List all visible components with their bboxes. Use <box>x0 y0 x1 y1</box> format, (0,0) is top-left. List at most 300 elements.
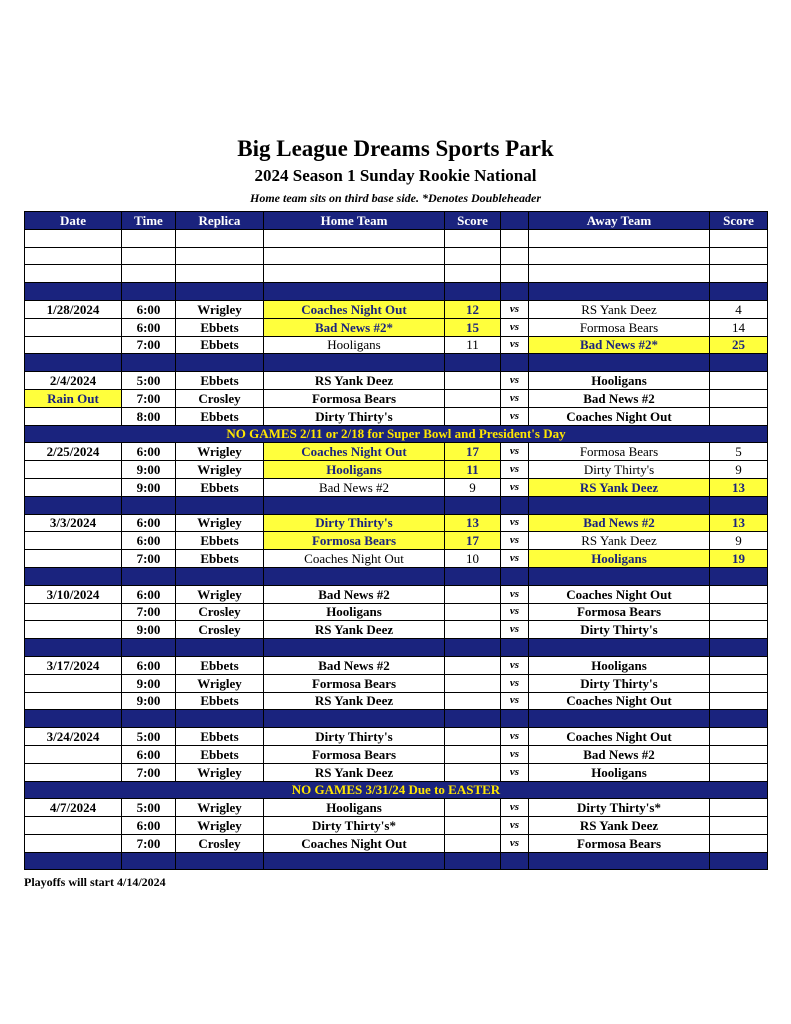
col-home-score: Score <box>445 212 501 230</box>
home-team-cell: Hooligans <box>264 603 445 621</box>
game-row <box>25 834 768 852</box>
empty-cell <box>501 265 529 283</box>
home-score-cell <box>445 674 501 692</box>
time-cell: 6:00 <box>122 745 176 763</box>
time-cell: 7:00 <box>122 603 176 621</box>
away-score-cell <box>710 763 768 781</box>
spacer-cell <box>176 710 264 728</box>
date-cell: 3/10/2024 <box>25 585 122 603</box>
vs-cell: vs <box>501 318 529 336</box>
away-team-cell: RS Yank Deez <box>529 478 710 496</box>
home-team-cell: Coaches Night Out <box>264 300 445 318</box>
schedule-table <box>24 211 768 870</box>
away-score-cell: 25 <box>710 336 768 354</box>
away-team-cell: Coaches Night Out <box>529 728 710 746</box>
vs-cell: vs <box>501 674 529 692</box>
date-cell <box>25 478 122 496</box>
home-team-cell: Coaches Night Out <box>264 834 445 852</box>
header-note: Home team sits on third base side. *Denotes Doubleheader <box>250 191 541 205</box>
empty-cell <box>264 229 445 247</box>
home-team-cell: RS Yank Deez <box>264 692 445 710</box>
vs-cell: vs <box>501 621 529 639</box>
away-team-cell: Dirty Thirty's <box>529 461 710 479</box>
away-score-cell: 19 <box>710 550 768 568</box>
game-row <box>25 389 768 407</box>
empty-cell <box>710 247 768 265</box>
home-team-cell: Formosa Bears <box>264 745 445 763</box>
spacer-cell <box>176 567 264 585</box>
empty-cell <box>445 265 501 283</box>
spacer-cell <box>122 567 176 585</box>
empty-cell <box>445 229 501 247</box>
replica-cell: Wrigley <box>176 443 264 461</box>
away-score-cell <box>710 656 768 674</box>
away-score-cell: 4 <box>710 300 768 318</box>
home-team-cell: RS Yank Deez <box>264 621 445 639</box>
page-subtitle: 2024 Season 1 Sunday Rookie National <box>254 166 537 185</box>
header-row <box>25 212 768 230</box>
time-cell: 6:00 <box>122 300 176 318</box>
home-team-cell: Formosa Bears <box>264 532 445 550</box>
spacer-cell <box>710 283 768 301</box>
empty-cell <box>529 229 710 247</box>
schedule-body <box>25 229 768 870</box>
vs-cell: vs <box>501 817 529 835</box>
spacer-cell <box>25 283 122 301</box>
date-cell: 4/7/2024 <box>25 799 122 817</box>
empty-cell <box>710 229 768 247</box>
replica-cell: Ebbets <box>176 692 264 710</box>
vs-cell: vs <box>501 389 529 407</box>
away-team-cell: Hooligans <box>529 656 710 674</box>
spacer-cell <box>445 567 501 585</box>
game-row <box>25 461 768 479</box>
home-score-cell <box>445 585 501 603</box>
home-team-cell: Hooligans <box>264 799 445 817</box>
away-team-cell: Formosa Bears <box>529 834 710 852</box>
vs-cell: vs <box>501 443 529 461</box>
spacer-row <box>25 283 768 301</box>
col-home-team: Home Team <box>264 212 445 230</box>
game-row <box>25 817 768 835</box>
vs-cell: vs <box>501 514 529 532</box>
away-team-cell: Dirty Thirty's <box>529 621 710 639</box>
away-team-cell: Formosa Bears <box>529 443 710 461</box>
empty-cell <box>176 229 264 247</box>
date-cell <box>25 336 122 354</box>
game-row <box>25 300 768 318</box>
home-score-cell: 12 <box>445 300 501 318</box>
empty-cell <box>25 247 122 265</box>
vs-cell: vs <box>501 478 529 496</box>
spacer-cell <box>264 639 445 657</box>
spacer-cell <box>264 852 445 870</box>
empty-cell <box>529 265 710 283</box>
vs-cell: vs <box>501 763 529 781</box>
empty-row <box>25 247 768 265</box>
spacer-cell <box>710 852 768 870</box>
spacer-cell <box>501 710 529 728</box>
vs-cell: vs <box>501 656 529 674</box>
replica-cell: Ebbets <box>176 745 264 763</box>
empty-cell <box>122 247 176 265</box>
home-score-cell: 13 <box>445 514 501 532</box>
home-score-cell: 17 <box>445 532 501 550</box>
replica-cell: Wrigley <box>176 763 264 781</box>
date-cell <box>25 692 122 710</box>
away-score-cell: 9 <box>710 532 768 550</box>
away-team-cell: Coaches Night Out <box>529 407 710 425</box>
away-score-cell <box>710 692 768 710</box>
replica-cell: Wrigley <box>176 799 264 817</box>
home-team-cell: Formosa Bears <box>264 389 445 407</box>
spacer-row <box>25 496 768 514</box>
empty-cell <box>176 247 264 265</box>
col-away-team: Away Team <box>529 212 710 230</box>
home-score-cell <box>445 728 501 746</box>
vs-cell: vs <box>501 603 529 621</box>
col-vs <box>501 212 529 230</box>
notice-text: NO GAMES 2/11 or 2/18 for Super Bowl and President's Day <box>25 425 768 443</box>
away-team-cell: Bad News #2 <box>529 389 710 407</box>
empty-cell <box>122 229 176 247</box>
away-score-cell <box>710 834 768 852</box>
away-score-cell <box>710 389 768 407</box>
replica-cell: Ebbets <box>176 478 264 496</box>
time-cell: 5:00 <box>122 728 176 746</box>
game-row <box>25 372 768 390</box>
game-row <box>25 550 768 568</box>
vs-cell: vs <box>501 834 529 852</box>
game-row <box>25 478 768 496</box>
spacer-cell <box>501 283 529 301</box>
away-team-cell: Dirty Thirty's <box>529 674 710 692</box>
vs-cell: vs <box>501 550 529 568</box>
time-cell: 9:00 <box>122 692 176 710</box>
away-score-cell <box>710 728 768 746</box>
empty-cell <box>264 265 445 283</box>
away-score-cell: 13 <box>710 514 768 532</box>
vs-cell: vs <box>501 336 529 354</box>
replica-cell: Wrigley <box>176 585 264 603</box>
game-row <box>25 621 768 639</box>
date-cell: 1/28/2024 <box>25 300 122 318</box>
away-team-cell: Formosa Bears <box>529 603 710 621</box>
away-team-cell: Bad News #2* <box>529 336 710 354</box>
spacer-cell <box>445 710 501 728</box>
date-cell <box>25 745 122 763</box>
col-replica: Replica <box>176 212 264 230</box>
away-team-cell: Bad News #2 <box>529 514 710 532</box>
replica-cell: Wrigley <box>176 817 264 835</box>
spacer-cell <box>529 496 710 514</box>
game-row <box>25 692 768 710</box>
replica-cell: Ebbets <box>176 728 264 746</box>
game-row <box>25 532 768 550</box>
time-cell: 6:00 <box>122 318 176 336</box>
spacer-cell <box>264 283 445 301</box>
home-score-cell: 17 <box>445 443 501 461</box>
spacer-cell <box>176 496 264 514</box>
spacer-cell <box>25 567 122 585</box>
vs-cell: vs <box>501 300 529 318</box>
date-cell <box>25 834 122 852</box>
spacer-cell <box>445 852 501 870</box>
spacer-cell <box>176 283 264 301</box>
replica-cell: Ebbets <box>176 550 264 568</box>
time-cell: 9:00 <box>122 621 176 639</box>
replica-cell: Ebbets <box>176 336 264 354</box>
game-row <box>25 656 768 674</box>
spacer-row <box>25 567 768 585</box>
home-score-cell <box>445 799 501 817</box>
empty-cell <box>25 229 122 247</box>
away-score-cell <box>710 674 768 692</box>
spacer-cell <box>445 283 501 301</box>
home-score-cell <box>445 656 501 674</box>
replica-cell: Crosley <box>176 621 264 639</box>
notice-row <box>25 425 768 443</box>
spacer-row <box>25 710 768 728</box>
spacer-row <box>25 852 768 870</box>
spacer-cell <box>501 639 529 657</box>
game-row <box>25 336 768 354</box>
date-cell: 3/24/2024 <box>25 728 122 746</box>
vs-cell: vs <box>501 745 529 763</box>
away-team-cell: Coaches Night Out <box>529 585 710 603</box>
empty-cell <box>710 265 768 283</box>
spacer-cell <box>264 567 445 585</box>
vs-cell: vs <box>501 532 529 550</box>
time-cell: 7:00 <box>122 763 176 781</box>
away-score-cell <box>710 603 768 621</box>
spacer-cell <box>529 710 710 728</box>
home-team-cell: Coaches Night Out <box>264 550 445 568</box>
spacer-cell <box>122 354 176 372</box>
away-score-cell <box>710 817 768 835</box>
playoffs-note: Playoffs will start 4/14/2024 <box>24 875 166 889</box>
empty-row <box>25 265 768 283</box>
game-row <box>25 603 768 621</box>
time-cell: 7:00 <box>122 389 176 407</box>
away-score-cell <box>710 372 768 390</box>
spacer-cell <box>122 283 176 301</box>
time-cell: 9:00 <box>122 478 176 496</box>
away-score-cell <box>710 799 768 817</box>
time-cell: 6:00 <box>122 443 176 461</box>
empty-cell <box>176 265 264 283</box>
date-cell <box>25 674 122 692</box>
date-cell <box>25 817 122 835</box>
spacer-cell <box>501 567 529 585</box>
away-score-cell <box>710 407 768 425</box>
replica-cell: Ebbets <box>176 318 264 336</box>
time-cell: 5:00 <box>122 372 176 390</box>
col-date: Date <box>25 212 122 230</box>
date-cell <box>25 603 122 621</box>
spacer-cell <box>25 354 122 372</box>
spacer-cell <box>122 496 176 514</box>
away-team-cell: RS Yank Deez <box>529 532 710 550</box>
replica-cell: Ebbets <box>176 407 264 425</box>
home-score-cell <box>445 763 501 781</box>
spacer-cell <box>176 354 264 372</box>
spacer-cell <box>122 852 176 870</box>
date-cell <box>25 763 122 781</box>
away-team-cell: RS Yank Deez <box>529 300 710 318</box>
spacer-cell <box>501 496 529 514</box>
date-cell <box>25 461 122 479</box>
vs-cell: vs <box>501 799 529 817</box>
spacer-cell <box>710 710 768 728</box>
page-title: Big League Dreams Sports Park <box>237 136 554 161</box>
spacer-cell <box>25 710 122 728</box>
spacer-cell <box>122 639 176 657</box>
spacer-cell <box>501 852 529 870</box>
home-score-cell <box>445 372 501 390</box>
spacer-cell <box>445 639 501 657</box>
replica-cell: Ebbets <box>176 656 264 674</box>
away-team-cell: Bad News #2 <box>529 745 710 763</box>
spacer-cell <box>25 852 122 870</box>
replica-cell: Wrigley <box>176 461 264 479</box>
time-cell: 9:00 <box>122 461 176 479</box>
home-team-cell: Bad News #2 <box>264 585 445 603</box>
game-row <box>25 514 768 532</box>
game-row <box>25 674 768 692</box>
col-away-score: Score <box>710 212 768 230</box>
spacer-cell <box>122 710 176 728</box>
away-score-cell <box>710 745 768 763</box>
spacer-cell <box>264 354 445 372</box>
spacer-cell <box>710 567 768 585</box>
away-score-cell: 14 <box>710 318 768 336</box>
replica-cell: Wrigley <box>176 674 264 692</box>
date-cell <box>25 532 122 550</box>
replica-cell: Crosley <box>176 603 264 621</box>
date-cell <box>25 318 122 336</box>
spacer-cell <box>176 639 264 657</box>
home-score-cell: 15 <box>445 318 501 336</box>
spacer-row <box>25 354 768 372</box>
replica-cell: Crosley <box>176 834 264 852</box>
home-team-cell: Hooligans <box>264 336 445 354</box>
time-cell: 6:00 <box>122 585 176 603</box>
spacer-cell <box>529 852 710 870</box>
time-cell: 6:00 <box>122 817 176 835</box>
spacer-cell <box>529 567 710 585</box>
spacer-cell <box>501 354 529 372</box>
spacer-cell <box>710 354 768 372</box>
home-team-cell: Bad News #2 <box>264 478 445 496</box>
time-cell: 7:00 <box>122 550 176 568</box>
game-row <box>25 728 768 746</box>
home-team-cell: Hooligans <box>264 461 445 479</box>
notice-row <box>25 781 768 799</box>
spacer-cell <box>25 639 122 657</box>
home-team-cell: Dirty Thirty's <box>264 514 445 532</box>
empty-cell <box>529 247 710 265</box>
empty-cell <box>25 265 122 283</box>
home-score-cell: 11 <box>445 336 501 354</box>
empty-row <box>25 229 768 247</box>
home-team-cell: Bad News #2* <box>264 318 445 336</box>
spacer-cell <box>264 496 445 514</box>
time-cell: 6:00 <box>122 656 176 674</box>
vs-cell: vs <box>501 585 529 603</box>
away-score-cell: 13 <box>710 478 768 496</box>
replica-cell: Ebbets <box>176 532 264 550</box>
home-score-cell: 9 <box>445 478 501 496</box>
game-row <box>25 745 768 763</box>
spacer-cell <box>25 496 122 514</box>
away-team-cell: Hooligans <box>529 550 710 568</box>
time-cell: 6:00 <box>122 532 176 550</box>
spacer-cell <box>445 496 501 514</box>
spacer-cell <box>445 354 501 372</box>
away-team-cell: Dirty Thirty's* <box>529 799 710 817</box>
time-cell: 7:00 <box>122 336 176 354</box>
home-team-cell: Bad News #2 <box>264 656 445 674</box>
home-team-cell: Dirty Thirty's <box>264 728 445 746</box>
home-team-cell: RS Yank Deez <box>264 763 445 781</box>
vs-cell: vs <box>501 728 529 746</box>
away-score-cell <box>710 585 768 603</box>
date-cell <box>25 621 122 639</box>
spacer-cell <box>529 354 710 372</box>
game-row <box>25 443 768 461</box>
empty-cell <box>501 229 529 247</box>
date-cell: 3/17/2024 <box>25 656 122 674</box>
date-cell <box>25 550 122 568</box>
empty-cell <box>122 265 176 283</box>
home-score-cell <box>445 603 501 621</box>
date-cell: 2/25/2024 <box>25 443 122 461</box>
home-team-cell: RS Yank Deez <box>264 372 445 390</box>
vs-cell: vs <box>501 407 529 425</box>
time-cell: 5:00 <box>122 799 176 817</box>
spacer-cell <box>176 852 264 870</box>
home-score-cell <box>445 834 501 852</box>
game-row <box>25 799 768 817</box>
home-score-cell <box>445 407 501 425</box>
home-score-cell <box>445 621 501 639</box>
away-team-cell: Hooligans <box>529 372 710 390</box>
date-cell: Rain Out <box>25 389 122 407</box>
game-row <box>25 585 768 603</box>
away-team-cell: RS Yank Deez <box>529 817 710 835</box>
time-cell: 8:00 <box>122 407 176 425</box>
date-cell: 2/4/2024 <box>25 372 122 390</box>
time-cell: 6:00 <box>122 514 176 532</box>
home-score-cell <box>445 692 501 710</box>
away-score-cell: 9 <box>710 461 768 479</box>
replica-cell: Crosley <box>176 389 264 407</box>
vs-cell: vs <box>501 372 529 390</box>
spacer-cell <box>710 639 768 657</box>
away-team-cell: Hooligans <box>529 763 710 781</box>
replica-cell: Ebbets <box>176 372 264 390</box>
notice-text: NO GAMES 3/31/24 Due to EASTER <box>25 781 768 799</box>
game-row <box>25 318 768 336</box>
home-score-cell <box>445 817 501 835</box>
time-cell: 7:00 <box>122 834 176 852</box>
home-team-cell: Coaches Night Out <box>264 443 445 461</box>
game-row <box>25 407 768 425</box>
home-team-cell: Dirty Thirty's <box>264 407 445 425</box>
away-score-cell: 5 <box>710 443 768 461</box>
empty-cell <box>501 247 529 265</box>
